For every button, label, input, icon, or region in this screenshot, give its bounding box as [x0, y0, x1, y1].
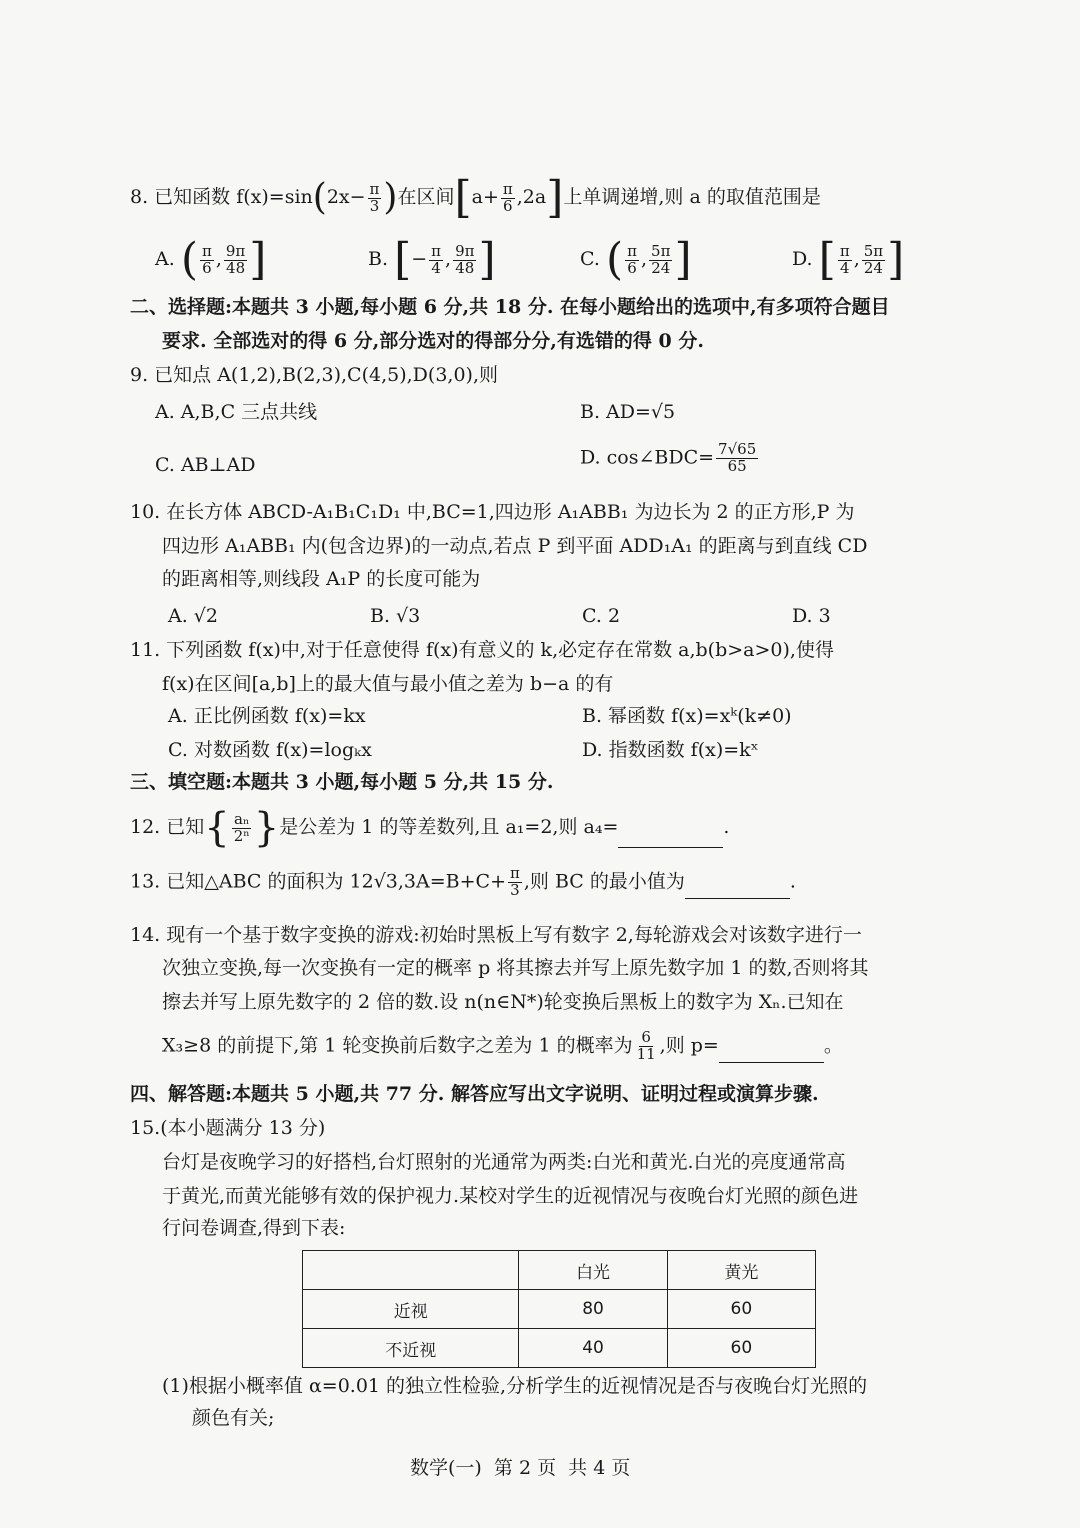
- question-10-line-2: 四边形 A₁ABB₁ 内(包含边界)的一动点,若点 P 到平面 ADD₁A₁ 的距离与到直线 CD: [162, 535, 868, 557]
- q11-option-c: C. 对数函数 f(x)=logₖx: [168, 739, 372, 761]
- q9-option-a: A. A,B,C 三点共线: [155, 401, 318, 423]
- frac-den: 24: [863, 258, 883, 277]
- bracket-close: ]: [546, 172, 564, 223]
- option-label: D.: [792, 248, 813, 270]
- q10-option-d: D. 3: [792, 605, 831, 627]
- fraction: [649, 241, 672, 277]
- question-13: [130, 866, 796, 899]
- section-2-instructions: 要求. 全部选对的得 6 分,部分选对的得部分分,有选错的得 0 分.: [162, 330, 704, 352]
- table-cell: 60: [667, 1290, 815, 1329]
- q9-option-d: [580, 442, 760, 475]
- question-10-line-1: 10. 在长方体 ABCD-A₁B₁C₁D₁ 中,BC=1,四边形 A₁ABB₁ 为边长为 2 的正方形,P 为: [130, 501, 855, 523]
- q9-option-c: C. AB⊥AD: [155, 454, 256, 476]
- fraction: [429, 241, 443, 277]
- frac-den: 4: [839, 258, 850, 277]
- frac-num: 7√65: [718, 440, 757, 458]
- table-row: [303, 1329, 816, 1368]
- q8-interval-b: ,2a: [516, 186, 547, 208]
- q8-option-a: A. ( $\frac{\pi}{6}$ , $\frac{9\pi}{48}$ ]: [155, 234, 267, 285]
- fraction: [862, 241, 885, 277]
- q11-option-a: A. 正比例函数 f(x)=kx: [168, 705, 366, 727]
- option-label: C.: [580, 248, 600, 270]
- q10-option-c: C. 2: [582, 605, 621, 627]
- q11-option-d: D. 指数函数 f(x)=kˣ: [582, 739, 759, 761]
- frac-den: 6: [202, 258, 212, 277]
- fraction: [453, 241, 476, 277]
- question-15-para-1: 台灯是夜晚学习的好搭档,台灯照射的光通常为两类:白光和黄光.白光的亮度通常高: [162, 1151, 846, 1173]
- q13-end: .: [789, 870, 796, 893]
- q8-inner: 2x−: [326, 186, 366, 208]
- q8-interval-a: a+: [471, 186, 499, 208]
- frac-den: 3: [510, 880, 520, 899]
- paren-open: (: [180, 234, 198, 285]
- section-3-heading: 三、填空题:本题共 3 小题,每小题 5 分,共 15 分.: [130, 771, 554, 793]
- question-14-line-2: 次独立变换,每一次变换有一定的概率 p 将其擦去并写上原先数字加 1 的数,否则将其: [162, 957, 869, 979]
- bracket-open: [: [818, 234, 836, 285]
- frac-den: 65: [727, 456, 747, 475]
- question-9-stem: 9. 已知点 A(1,2),B(2,3),C(4,5),D(3,0),则: [130, 364, 498, 386]
- frac-num: π: [839, 241, 850, 260]
- frac-num: 9π: [455, 241, 475, 260]
- fraction: [508, 866, 522, 899]
- q10-option-b: B. √3: [370, 605, 421, 627]
- fraction: [635, 1030, 658, 1063]
- frac-num: 5π: [651, 241, 671, 260]
- frac-num: π: [369, 179, 380, 198]
- question-14-line-3: 擦去并写上原先数字的 2 倍的数.设 n(n∈N*)轮变换后黑板上的数字为 Xₙ.已知在: [162, 991, 844, 1013]
- paren-open: (: [312, 177, 327, 218]
- frac-num: π: [627, 241, 637, 260]
- frac-num: 9π: [225, 241, 246, 260]
- pi-over-6-fraction: [501, 179, 515, 215]
- frac-den: 11: [636, 1044, 656, 1063]
- q11-option-b: B. 幂函数 f(x)=xᵏ(k≠0): [582, 705, 792, 727]
- page-footer: 数学(一) 第 2 页 共 4 页: [410, 1457, 631, 1479]
- table-cell: 40: [519, 1329, 667, 1368]
- frac-num: π: [431, 241, 442, 260]
- fraction: [838, 241, 852, 277]
- q8-option-c: C. ( $\frac{\pi}{6}$ , $\frac{5\pi}{24}$ ]: [580, 234, 692, 285]
- q12-end: .: [723, 816, 730, 838]
- bracket-open: [: [454, 172, 472, 223]
- option-label: B.: [368, 248, 389, 270]
- frac-den: 24: [651, 258, 671, 277]
- frac-den: 48: [455, 258, 475, 277]
- question-12: [130, 805, 730, 851]
- frac-den: 6: [503, 196, 513, 215]
- q13-suffix: ,则 BC 的最小值为: [523, 870, 685, 893]
- q15-sub1-line-2: 颜色有关;: [192, 1407, 275, 1429]
- table-header-cell: [303, 1251, 519, 1290]
- answer-blank[interactable]: [618, 829, 723, 848]
- q9-option-b: B. AD=√5: [580, 401, 676, 423]
- section-4-heading: 四、解答题:本题共 5 小题,共 77 分. 解答应写出文字说明、证明过程或演算步骤.: [130, 1083, 819, 1105]
- frac-den: 48: [226, 258, 246, 277]
- answer-blank[interactable]: [685, 880, 790, 899]
- q8-option-b: B. [− $\frac{\pi}{4}$ , $\frac{9\pi}{48}$ ]: [368, 234, 496, 285]
- question-15-para-3: 行问卷调查,得到下表:: [162, 1217, 346, 1239]
- section-2-heading: 二、选择题:本题共 3 小题,每小题 6 分,共 18 分. 在每小题给出的选项中,有多项符合题目: [130, 296, 890, 318]
- question-11-line-1: 11. 下列函数 f(x)中,对于任意使得 f(x)有意义的 k,必定存在常数 a,b(b>a>0),使得: [130, 639, 834, 661]
- option-label: A.: [155, 248, 175, 270]
- q13-prefix: 13. 已知△ABC 的面积为 12√3,3A=B+C+: [130, 870, 507, 893]
- question-10-line-3: 的距离相等,则线段 A₁P 的长度可能为: [162, 568, 481, 590]
- bracket-open: [: [394, 234, 412, 285]
- q8-suffix: 上单调递增,则 a 的取值范围是: [563, 186, 821, 208]
- fraction: [625, 241, 639, 277]
- fraction: [716, 442, 758, 475]
- frac-den: 2ⁿ: [233, 826, 250, 845]
- q8-option-d: D. [ $\frac{\pi}{4}$ , $\frac{5\pi}{24}$ ]: [792, 234, 905, 285]
- q8-prefix: 8. 已知函数 f(x)=sin: [130, 186, 313, 208]
- fraction: [232, 809, 252, 845]
- table-cell: 近视: [303, 1290, 519, 1329]
- table-header-row: [303, 1251, 816, 1290]
- question-14-line-1: 14. 现有一个基于数字变换的游戏:初始时黑板上写有数字 2,每轮游戏会对该数字进行一: [130, 924, 862, 946]
- q9-d-prefix: D. cos∠BDC=: [580, 446, 715, 469]
- table-header-cell: 白光: [519, 1251, 667, 1290]
- frac-den: 6: [627, 258, 637, 277]
- bracket-close: ]: [887, 234, 905, 285]
- question-11-line-2: f(x)在区间[a,b]上的最大值与最小值之差为 b−a 的有: [162, 673, 614, 695]
- frac-num: π: [510, 864, 520, 882]
- frac-num: π: [201, 241, 212, 260]
- bracket-close: ]: [674, 234, 692, 285]
- answer-blank[interactable]: [719, 1044, 824, 1063]
- question-15-para-2: 于黄光,而黄光能够有效的保护视力.某校对学生的近视情况与夜晚台灯光照的颜色进: [162, 1185, 859, 1207]
- q10-option-a: A. √2: [168, 605, 218, 627]
- table-cell: 80: [519, 1290, 667, 1329]
- survey-table: [302, 1250, 816, 1368]
- paren-close: ): [383, 177, 398, 218]
- table-cell: 不近视: [303, 1329, 519, 1368]
- fraction: [224, 241, 247, 277]
- q14-end: 。: [823, 1034, 843, 1057]
- bracket-close: ]: [249, 234, 267, 285]
- question-14-line-4: [162, 1030, 843, 1063]
- q8-mid: 在区间: [397, 186, 455, 208]
- q14-line4-suffix: ,则 p=: [659, 1034, 719, 1057]
- pi-over-3-fraction: [368, 179, 382, 215]
- question-8-stem: [130, 172, 821, 223]
- frac-num: aₙ: [234, 809, 250, 828]
- frac-num: π: [502, 179, 513, 198]
- frac-den: 3: [369, 196, 380, 215]
- paren-open: (: [605, 234, 624, 285]
- q15-sub1-line-1: (1)根据小概率值 α=0.01 的独立性检验,分析学生的近视情况是否与夜晚台灯光照的: [162, 1375, 868, 1397]
- fraction: [200, 241, 214, 277]
- frac-num: 6: [641, 1028, 651, 1046]
- table-header-cell: 黄光: [667, 1251, 815, 1290]
- bracket-close: ]: [478, 234, 496, 285]
- q12-suffix: 是公差为 1 的等差数列,且 a₁=2,则 a₄=: [279, 816, 619, 838]
- table-cell: 60: [667, 1329, 815, 1368]
- brace-close: }: [253, 805, 280, 851]
- table-row: [303, 1290, 816, 1329]
- question-15-heading: 15.(本小题满分 13 分): [130, 1117, 326, 1139]
- q12-prefix: 12. 已知: [130, 816, 205, 838]
- q14-line4-prefix: X₃≥8 的前提下,第 1 轮变换前后数字之差为 1 的概率为: [162, 1034, 633, 1057]
- brace-open: {: [204, 805, 230, 851]
- frac-num: 5π: [863, 241, 884, 260]
- frac-den: 4: [431, 258, 441, 277]
